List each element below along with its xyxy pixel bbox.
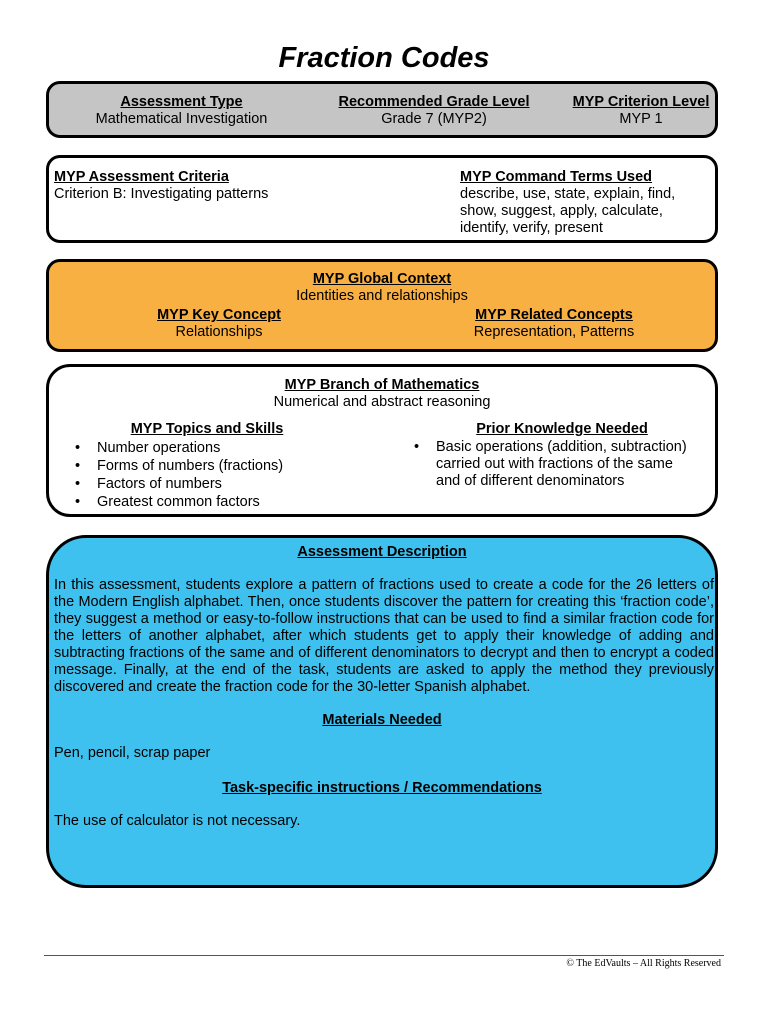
command-terms-line: describe, use, state, explain, find, (460, 186, 676, 202)
list-item: • Number operations (73, 439, 393, 457)
branch-label: MYP Branch of Mathematics (284, 377, 480, 393)
prior-knowledge-line: Basic operations (addition, subtraction) (436, 439, 687, 455)
key-concept-value: Relationships (175, 324, 263, 340)
materials-heading: Materials Needed (322, 712, 442, 728)
prior-knowledge-label: Prior Knowledge Needed (476, 421, 648, 437)
key-concept-label: MYP Key Concept (157, 307, 281, 323)
command-terms-label: MYP Command Terms Used (460, 169, 653, 185)
list-item: • Forms of numbers (fractions) (73, 457, 393, 475)
materials-text: Pen, pencil, scrap paper (54, 745, 211, 761)
branch-section (49, 377, 715, 411)
related-concepts-label: MYP Related Concepts (475, 307, 633, 323)
related-concepts-section (444, 307, 664, 341)
grade-level-value: Grade 7 (MYP2) (381, 111, 487, 127)
assessment-info-box (46, 81, 718, 138)
list-item: • Factors of numbers (73, 475, 393, 493)
prior-knowledge-line: carried out with fractions of the same (436, 456, 673, 472)
assessment-type-label: Assessment Type (120, 94, 243, 110)
description-heading: Assessment Description (297, 544, 467, 560)
topics-list (73, 439, 393, 511)
description-text: In this assessment, students explore a pattern of fractions used to create a code for the 26 letters of the Modern English alphabet. Then, once students discover the pattern for creating this ‘fraction code’, they suggest a method or easy-to-follow instructions that can be used to find a similar fraction code for the letters of another alphabet, after which students get to apply their knowledge of adding and subtracting fractions of the same and of different denominators to decrypt and then to encrypt a coded message. Finally, at the end of the task, students are asked to apply the method they previously discovered and create the fraction code for the 30-letter Spanish alphabet. (54, 577, 714, 695)
criterion-level-value: MYP 1 (619, 111, 663, 127)
prior-knowledge-section (412, 421, 712, 490)
list-item (412, 439, 712, 490)
related-concepts-value: Representation, Patterns (473, 324, 635, 340)
assessment-type-column (49, 94, 314, 128)
footer-divider (44, 955, 724, 956)
description-box (46, 535, 718, 888)
assessment-criteria-value: Criterion B: Investigating patterns (54, 186, 269, 202)
grade-level-label: Recommended Grade Level (338, 94, 530, 110)
global-context-label: MYP Global Context (312, 271, 452, 287)
branch-value: Numerical and abstract reasoning (273, 394, 491, 410)
assessment-criteria-label: MYP Assessment Criteria (54, 169, 229, 185)
criterion-level-column (559, 94, 723, 128)
assessment-type-value: Mathematical Investigation (95, 111, 268, 127)
global-context-value: Identities and relationships (296, 288, 468, 304)
global-context-section (49, 271, 715, 305)
command-terms-line: show, suggest, apply, calculate, (460, 203, 663, 219)
instructions-heading: Task-specific instructions / Recommendations (222, 780, 542, 796)
criteria-box (46, 155, 718, 243)
criterion-level-label: MYP Criterion Level (572, 94, 710, 110)
grade-level-column (317, 94, 551, 128)
prior-knowledge-list (412, 439, 712, 490)
context-box (46, 259, 718, 352)
key-concept-section (119, 307, 319, 341)
topics-section (73, 421, 393, 511)
command-terms-line: identify, verify, present (460, 220, 603, 236)
page-title: Fraction Codes (278, 42, 490, 74)
topics-label: MYP Topics and Skills (130, 421, 284, 437)
branch-box (46, 364, 718, 517)
instructions-text: The use of calculator is not necessary. (54, 813, 301, 829)
command-terms-column (460, 169, 715, 237)
prior-knowledge-line: and of different denominators (436, 473, 625, 489)
copyright-footer: © The EdVaults – All Rights Reserved (566, 958, 721, 969)
list-item: • Greatest common factors (73, 493, 393, 511)
assessment-criteria-column (54, 169, 434, 203)
